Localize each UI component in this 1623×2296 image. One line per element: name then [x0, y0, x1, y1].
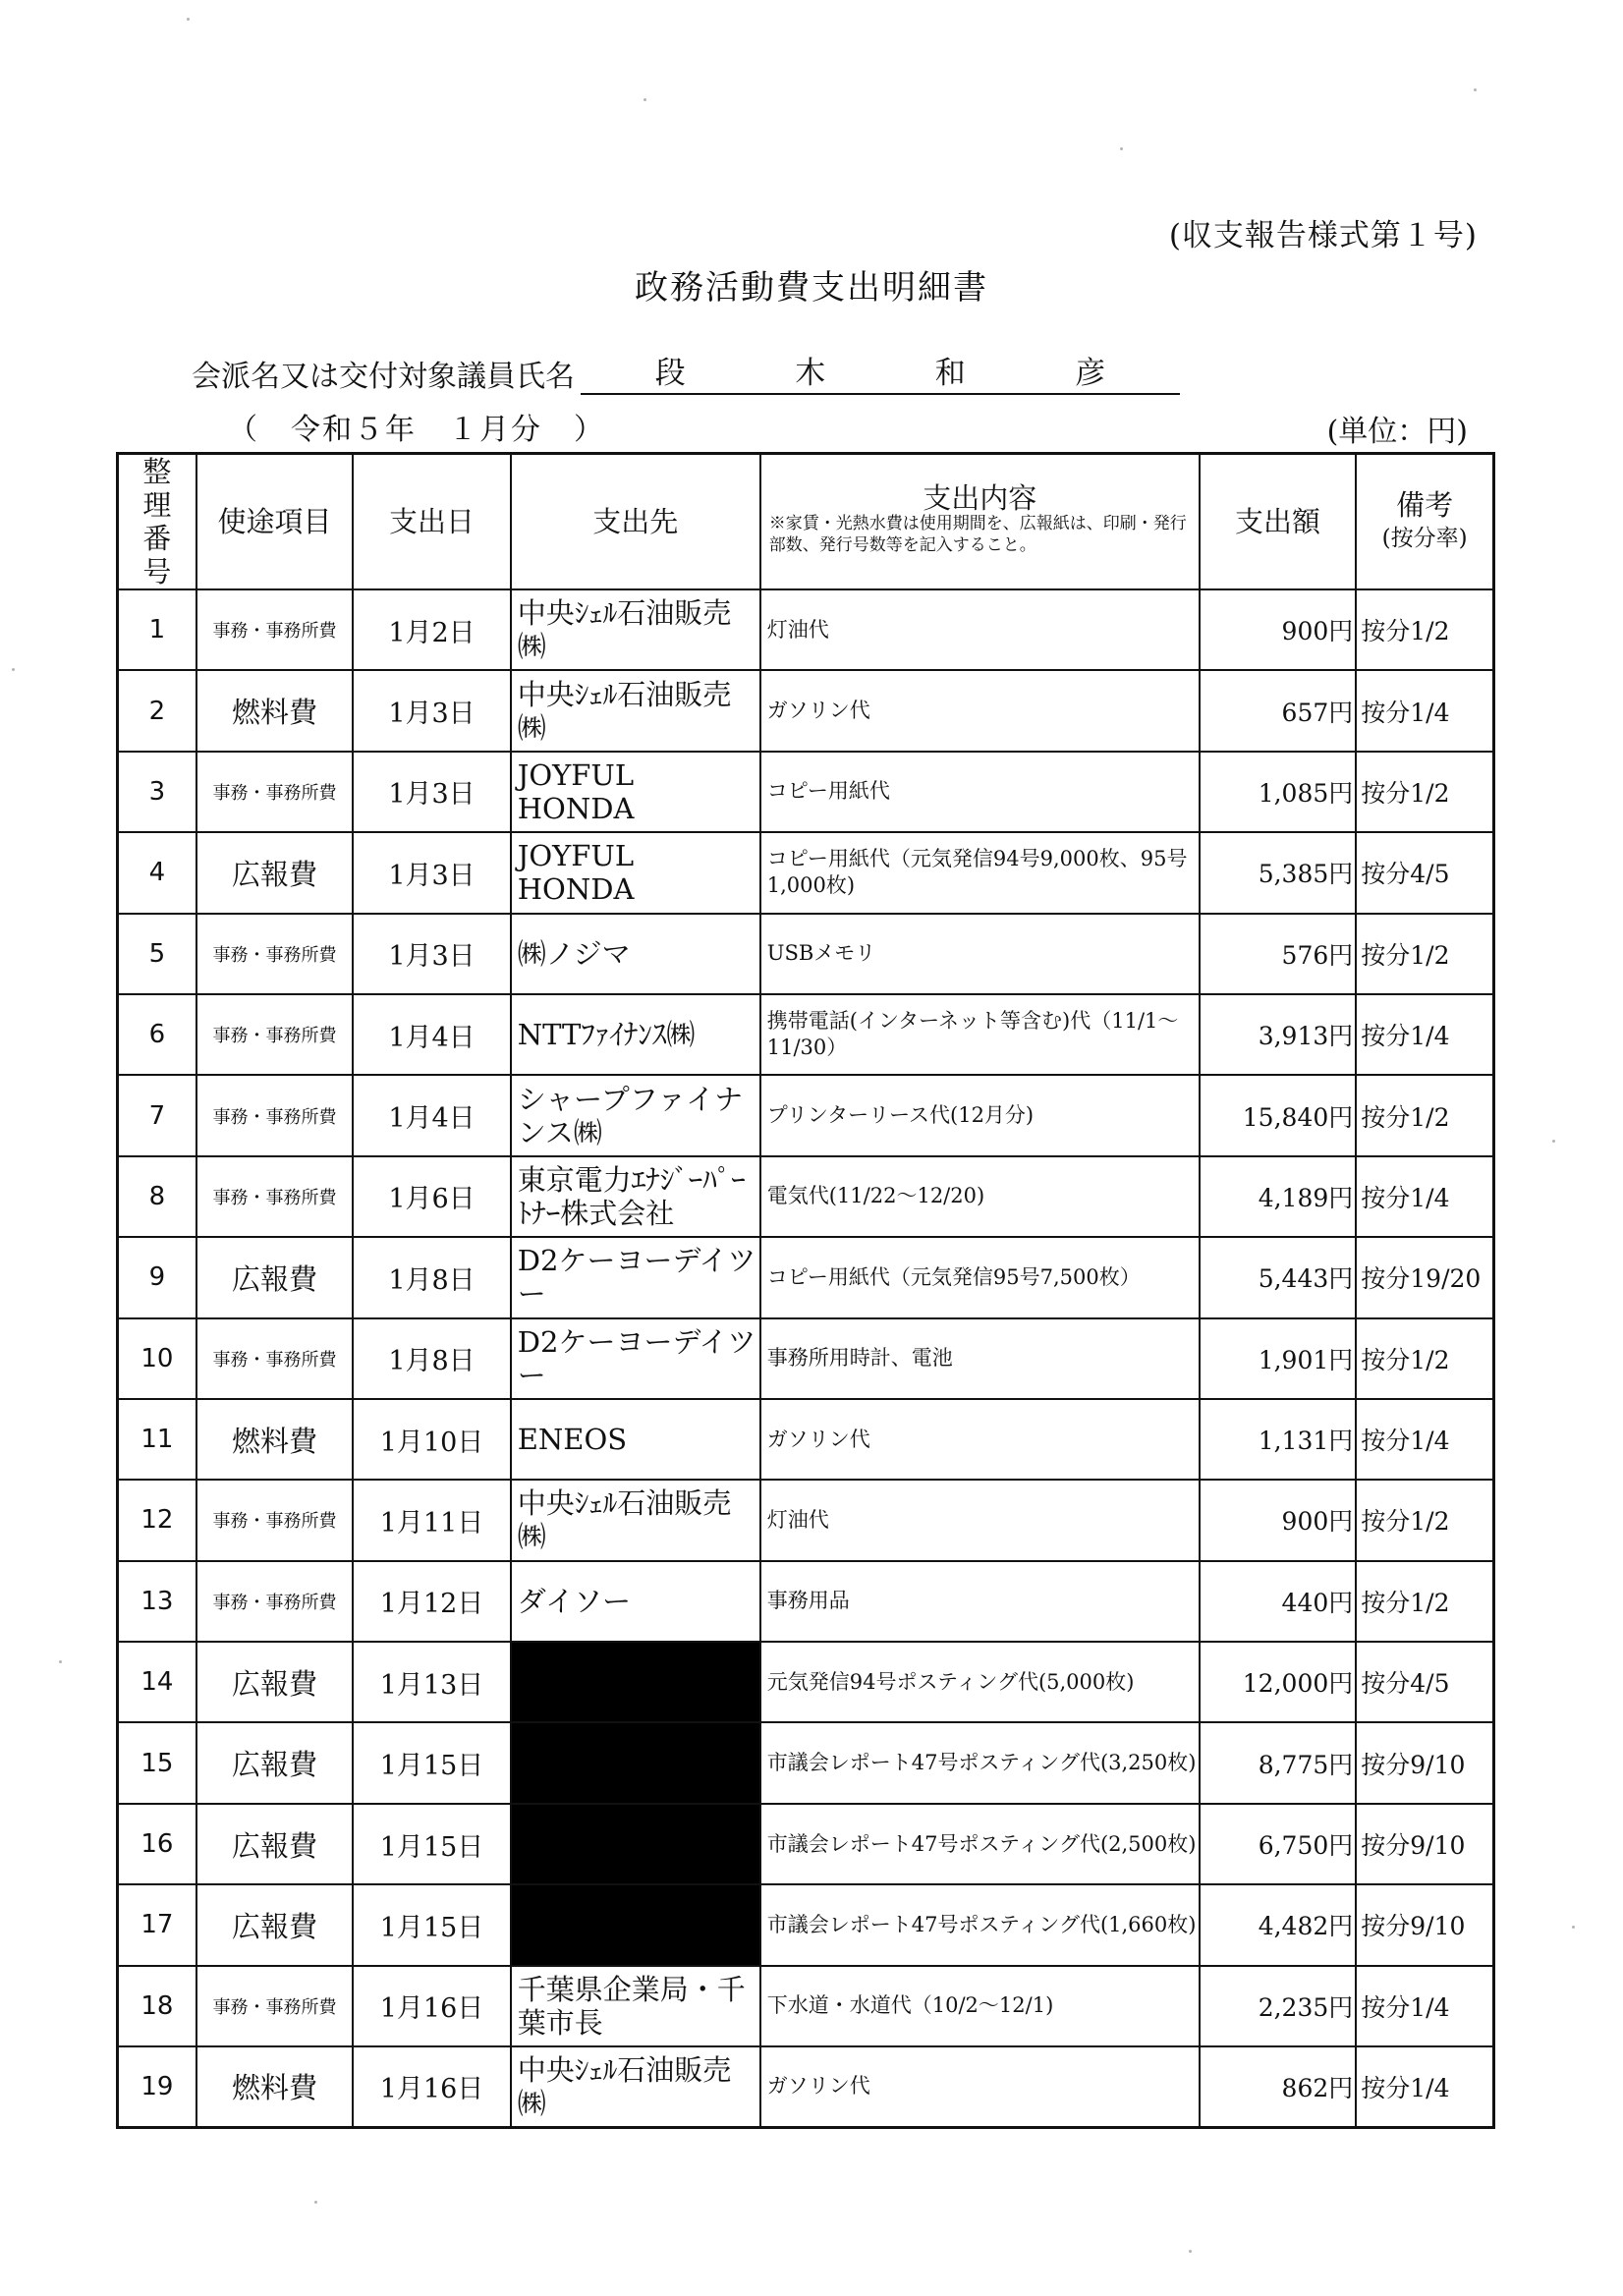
row-description: 市議会レポート47号ポスティング代(2,500枚): [760, 1804, 1200, 1884]
row-category: [196, 1722, 354, 1803]
row-category-label: 事務・事務所費: [212, 782, 337, 804]
row-description: 電気代(11/22～12/20): [760, 1156, 1200, 1237]
row-date: 1月13日: [353, 1642, 511, 1722]
row-date: 1月6日: [353, 1156, 511, 1237]
row-payee: D2ケーヨーデイツー: [511, 1318, 760, 1399]
row-category-label: 事務・事務所費: [212, 1187, 337, 1208]
row-date: 1月8日: [353, 1318, 511, 1399]
row-amount: 1,131円: [1200, 1399, 1357, 1480]
row-remarks: 按分1/4: [1356, 1966, 1493, 2046]
scan-speck: [314, 2201, 317, 2204]
scan-speck: [187, 18, 190, 21]
row-category-label: 事務・事務所費: [212, 1106, 337, 1128]
row-remarks: 按分1/2: [1356, 1480, 1493, 1560]
row-number: 9: [118, 1237, 196, 1317]
member-name-char: 彦: [1075, 356, 1106, 391]
header-description-title: 支出内容: [923, 481, 1037, 515]
row-category: [196, 1480, 354, 1560]
row-amount: 900円: [1200, 589, 1357, 670]
row-date: 1月16日: [353, 1966, 511, 2046]
row-category-label: 事務・事務所費: [212, 1349, 337, 1371]
table-row: [118, 1399, 1494, 1480]
row-category-label: 広報費: [231, 1666, 317, 1701]
row-category-label: 広報費: [231, 1261, 317, 1296]
header-amount: 支出額: [1200, 454, 1357, 590]
header-description-note: ※家賃・光熱水費は使用期間を、広報紙は、印刷・発行部数、発行号数等を記入すること。: [768, 514, 1187, 555]
header-remarks-title: 備考: [1396, 488, 1454, 522]
row-number: 12: [118, 1480, 196, 1560]
row-number: 16: [118, 1804, 196, 1884]
row-category: [196, 1561, 354, 1642]
row-payee: ENEOS: [511, 1399, 760, 1480]
row-date: 1月3日: [353, 670, 511, 751]
row-amount: 657円: [1200, 670, 1357, 751]
row-remarks: 按分9/10: [1356, 1884, 1493, 1965]
member-name-char: 木: [795, 356, 826, 391]
header-remarks-sub: (按分率): [1381, 526, 1468, 551]
row-description: コピー用紙代: [760, 752, 1200, 832]
row-category: [196, 994, 354, 1075]
row-description: 灯油代: [760, 589, 1200, 670]
row-category: [196, 1642, 354, 1722]
row-category: [196, 914, 354, 994]
row-remarks: 按分1/2: [1356, 1075, 1493, 1155]
table-row: [118, 914, 1494, 994]
member-name-char: 段: [654, 356, 686, 391]
row-payee: JOYFUL HONDA: [511, 752, 760, 832]
row-date: 1月16日: [353, 2046, 511, 2127]
row-date: 1月15日: [353, 1722, 511, 1803]
table-row: [118, 589, 1494, 670]
row-payee: D2ケーヨーデイツー: [511, 1237, 760, 1317]
scan-speck: [644, 98, 646, 101]
report-period: （ 令和５年 １月分 ）: [228, 413, 605, 447]
row-description: USBメモリ: [760, 914, 1200, 994]
row-category-label: 広報費: [231, 1909, 317, 1943]
row-category-label: 事務・事務所費: [212, 1996, 337, 2018]
row-amount: 900円: [1200, 1480, 1357, 1560]
row-category: [196, 1966, 354, 2046]
row-date: 1月10日: [353, 1399, 511, 1480]
member-name-char: 和: [934, 356, 966, 391]
row-amount: 8,775円: [1200, 1722, 1357, 1803]
table-row: [118, 752, 1494, 832]
row-remarks: 按分1/4: [1356, 670, 1493, 751]
row-number: 2: [118, 670, 196, 751]
row-category-label: 広報費: [231, 857, 317, 891]
scan-speck: [59, 1660, 62, 1663]
row-remarks: 按分1/4: [1356, 2046, 1493, 2127]
row-remarks: 按分1/4: [1356, 1399, 1493, 1480]
scan-speck: [12, 668, 15, 671]
row-date: 1月3日: [353, 914, 511, 994]
row-category-label: 燃料費: [231, 1424, 317, 1458]
row-date: 1月11日: [353, 1480, 511, 1560]
row-category: [196, 2046, 354, 2127]
scan-speck: [1474, 88, 1477, 91]
row-remarks: 按分1/2: [1356, 752, 1493, 832]
row-payee: JOYFUL HONDA: [511, 832, 760, 913]
table-row: [118, 1642, 1494, 1722]
row-number: 11: [118, 1399, 196, 1480]
row-amount: 1,085円: [1200, 752, 1357, 832]
row-description: 灯油代: [760, 1480, 1200, 1560]
row-payee: 中央ｼｪﾙ石油販売㈱: [511, 589, 760, 670]
row-remarks: 按分1/2: [1356, 589, 1493, 670]
row-amount: 5,443円: [1200, 1237, 1357, 1317]
row-description: 携帯電話(インターネット等含む)代（11/1～11/30）: [760, 994, 1200, 1075]
table-row: [118, 994, 1494, 1075]
row-category: [196, 1156, 354, 1237]
row-payee-redacted: [511, 1642, 760, 1722]
row-number: 13: [118, 1561, 196, 1642]
row-description: ガソリン代: [760, 2046, 1200, 2127]
row-date: 1月2日: [353, 589, 511, 670]
row-category: [196, 670, 354, 751]
row-number: 15: [118, 1722, 196, 1803]
row-date: 1月3日: [353, 832, 511, 913]
table-row: [118, 1480, 1494, 1560]
row-category-label: 事務・事務所費: [212, 944, 337, 966]
row-remarks: 按分1/2: [1356, 1561, 1493, 1642]
row-date: 1月8日: [353, 1237, 511, 1317]
table-row: [118, 1804, 1494, 1884]
row-amount: 576円: [1200, 914, 1357, 994]
table-row: [118, 1156, 1494, 1237]
row-category: [196, 1884, 354, 1965]
row-date: 1月4日: [353, 994, 511, 1075]
table-row: [118, 1237, 1494, 1317]
unit-label: (単位：円): [1326, 415, 1468, 449]
row-category: [196, 589, 354, 670]
row-number: 19: [118, 2046, 196, 2127]
row-date: 1月15日: [353, 1884, 511, 1965]
row-category-label: 事務・事務所費: [212, 1592, 337, 1613]
member-label: 会派名又は交付対象議員氏名: [192, 360, 575, 394]
row-amount: 12,000円: [1200, 1642, 1357, 1722]
row-amount: 4,189円: [1200, 1156, 1357, 1237]
row-remarks: 按分19/20: [1356, 1237, 1493, 1317]
table-row: [118, 670, 1494, 751]
row-number: 3: [118, 752, 196, 832]
header-no-label: 整理番号: [142, 455, 172, 588]
row-category-label: 燃料費: [231, 696, 317, 730]
scan-speck: [1120, 147, 1123, 150]
row-description: 元気発信94号ポスティング代(5,000枚): [760, 1642, 1200, 1722]
row-payee: シャープファイナンス㈱: [511, 1075, 760, 1155]
expense-table: [116, 452, 1495, 2129]
table-row: [118, 1966, 1494, 2046]
header-date: 支出日: [353, 454, 511, 590]
row-payee: NTTﾌｧｲﾅﾝｽ㈱: [511, 994, 760, 1075]
row-payee: 東京電力ｴﾅｼﾞｰﾊﾟｰﾄﾅｰ株式会社: [511, 1156, 760, 1237]
row-number: 8: [118, 1156, 196, 1237]
row-category: [196, 1399, 354, 1480]
row-payee: ダイソー: [511, 1561, 760, 1642]
member-line: [192, 352, 1180, 395]
row-description: ガソリン代: [760, 1399, 1200, 1480]
scan-speck: [1552, 1140, 1555, 1143]
row-number: 14: [118, 1642, 196, 1722]
table-row: [118, 1561, 1494, 1642]
row-payee-redacted: [511, 1804, 760, 1884]
row-category: [196, 1237, 354, 1317]
row-payee: 中央ｼｪﾙ石油販売㈱: [511, 1480, 760, 1560]
table-row: [118, 1075, 1494, 1155]
row-date: 1月15日: [353, 1804, 511, 1884]
row-remarks: 按分1/4: [1356, 1156, 1493, 1237]
table-body: [118, 589, 1494, 2127]
row-date: 1月12日: [353, 1561, 511, 1642]
row-category-label: 事務・事務所費: [212, 621, 337, 643]
row-description: プリンターリース代(12月分): [760, 1075, 1200, 1155]
row-remarks: 按分1/4: [1356, 994, 1493, 1075]
row-payee-redacted: [511, 1722, 760, 1803]
table-header-row: [118, 454, 1494, 590]
row-remarks: 按分9/10: [1356, 1804, 1493, 1884]
row-category: [196, 1075, 354, 1155]
row-number: 4: [118, 832, 196, 913]
row-category-label: 事務・事務所費: [212, 1026, 337, 1047]
row-description: コピー用紙代（元気発信95号7,500枚）: [760, 1237, 1200, 1317]
row-category-label: 広報費: [231, 1828, 317, 1863]
table-row: [118, 1722, 1494, 1803]
row-date: 1月3日: [353, 752, 511, 832]
row-amount: 3,913円: [1200, 994, 1357, 1075]
form-number: (収支報告様式第１号): [1168, 218, 1478, 253]
row-description: ガソリン代: [760, 670, 1200, 751]
row-payee: 千葉県企業局・千葉市長: [511, 1966, 760, 2046]
page-title: 政務活動費支出明細書: [635, 268, 988, 308]
row-number: 7: [118, 1075, 196, 1155]
row-number: 5: [118, 914, 196, 994]
row-category: [196, 832, 354, 913]
row-remarks: 按分1/2: [1356, 1318, 1493, 1399]
row-amount: 4,482円: [1200, 1884, 1357, 1965]
header-description: [760, 454, 1200, 590]
row-description: 市議会レポート47号ポスティング代(3,250枚): [760, 1722, 1200, 1803]
row-amount: 6,750円: [1200, 1804, 1357, 1884]
row-number: 6: [118, 994, 196, 1075]
scan-speck: [1189, 2250, 1192, 2253]
row-amount: 5,385円: [1200, 832, 1357, 913]
row-remarks: 按分9/10: [1356, 1722, 1493, 1803]
row-category: [196, 752, 354, 832]
row-remarks: 按分4/5: [1356, 832, 1493, 913]
table-row: [118, 1318, 1494, 1399]
row-number: 18: [118, 1966, 196, 2046]
table-row: [118, 832, 1494, 913]
row-category-label: 事務・事務所費: [212, 1511, 337, 1533]
row-description: コピー用紙代（元気発信94号9,000枚、95号1,000枚): [760, 832, 1200, 913]
row-category: [196, 1804, 354, 1884]
row-amount: 15,840円: [1200, 1075, 1357, 1155]
row-category-label: 燃料費: [231, 2071, 317, 2105]
header-no: [118, 454, 196, 590]
row-amount: 2,235円: [1200, 1966, 1357, 2046]
row-description: 事務所用時計、電池: [760, 1318, 1200, 1399]
row-payee: ㈱ノジマ: [511, 914, 760, 994]
row-number: 10: [118, 1318, 196, 1399]
row-category-label: 広報費: [231, 1748, 317, 1782]
header-category: 使途項目: [196, 454, 354, 590]
row-amount: 862円: [1200, 2046, 1357, 2127]
row-remarks: 按分4/5: [1356, 1642, 1493, 1722]
row-number: 1: [118, 589, 196, 670]
row-payee-redacted: [511, 1884, 760, 1965]
row-amount: 1,901円: [1200, 1318, 1357, 1399]
table-row: [118, 2046, 1494, 2127]
row-description: 下水道・水道代（10/2～12/1): [760, 1966, 1200, 2046]
row-payee: 中央ｼｪﾙ石油販売㈱: [511, 670, 760, 751]
row-description: 市議会レポート47号ポスティング代(1,660枚): [760, 1884, 1200, 1965]
row-category: [196, 1318, 354, 1399]
row-number: 17: [118, 1884, 196, 1965]
table-row: [118, 1884, 1494, 1965]
row-amount: 440円: [1200, 1561, 1357, 1642]
row-date: 1月4日: [353, 1075, 511, 1155]
row-description: 事務用品: [760, 1561, 1200, 1642]
member-name: [581, 354, 1180, 395]
scan-speck: [1572, 1926, 1575, 1929]
header-remarks: [1356, 454, 1493, 590]
row-remarks: 按分1/2: [1356, 914, 1493, 994]
header-payee: 支出先: [511, 454, 760, 590]
row-payee: 中央ｼｪﾙ石油販売㈱: [511, 2046, 760, 2127]
